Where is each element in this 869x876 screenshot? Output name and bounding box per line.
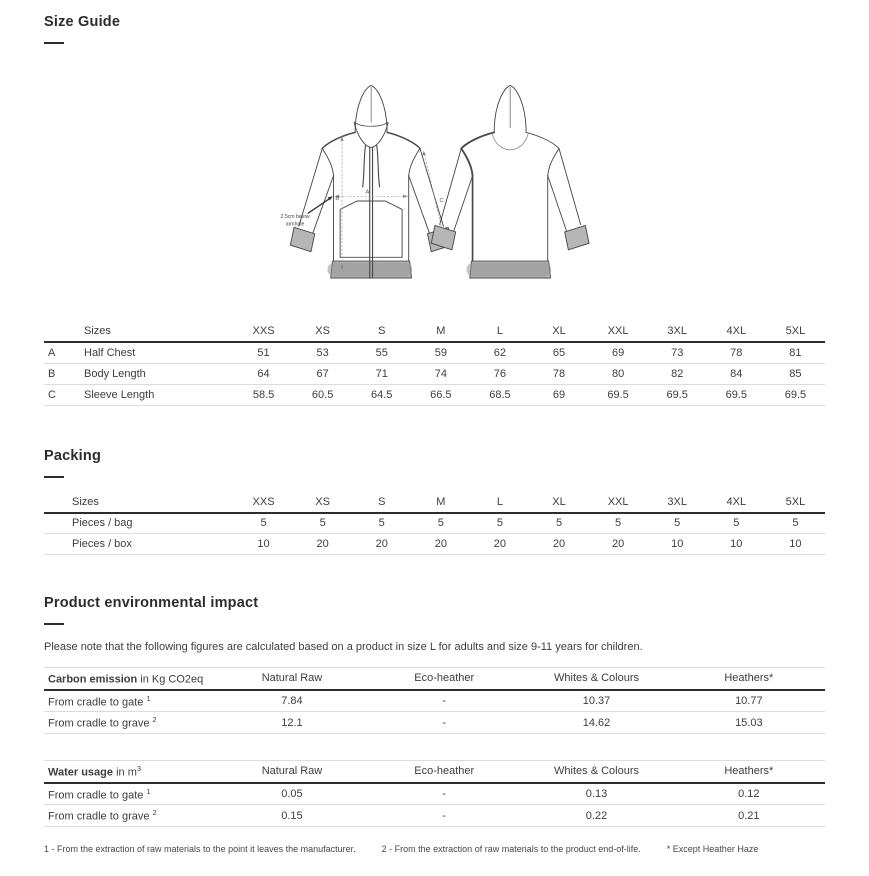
cell: 64.5	[352, 384, 411, 405]
table-row-cradle-grave	[44, 712, 825, 734]
back-neck-curve	[492, 134, 528, 150]
row-label: Half Chest	[80, 342, 234, 363]
row-label-sup: 2	[152, 715, 157, 725]
armhole-annotation-line1: 2.5cm below	[280, 213, 310, 220]
variant-col-header: Heathers*	[673, 668, 825, 690]
size-col-header: XS	[293, 321, 352, 342]
cell: 74	[411, 363, 470, 384]
cell: 5	[766, 513, 825, 534]
back-right-sleeve-outer	[559, 148, 581, 224]
water-header-row	[44, 760, 825, 782]
row-label: Sleeve Length	[80, 384, 234, 405]
footnote-2: 2 - From the extraction of raw materials to the product end-of-life.	[381, 843, 641, 854]
row-label-sup: 2	[152, 808, 157, 818]
row-label-text: From cradle to grave	[48, 717, 153, 730]
cell: 10	[766, 534, 825, 555]
measure-label-a: A	[364, 189, 369, 196]
heading-rule	[44, 623, 64, 625]
back-left-sleeve-outer	[439, 148, 461, 224]
front-drawcord-right	[376, 146, 379, 187]
hoodie-back-view	[431, 85, 589, 278]
annotation-arrow	[308, 196, 332, 213]
back-right-armhole	[547, 148, 558, 175]
cell: 82	[648, 363, 707, 384]
row-label: Pieces / box	[68, 534, 234, 555]
page-title: Size Guide	[44, 14, 121, 30]
impact-heading: Product environmental impact	[44, 595, 259, 611]
packing-sizes-header: Sizes	[68, 492, 234, 513]
cell: 12.1	[216, 712, 368, 734]
row-label-sup: 1	[146, 693, 151, 703]
cell: 68.5	[470, 384, 529, 405]
size-col-header: M	[411, 492, 470, 513]
table-row-pieces-bag	[44, 513, 825, 534]
spacer-cell	[44, 513, 68, 534]
measure-line-a	[334, 195, 407, 198]
packing-table	[44, 492, 825, 556]
size-col-header: XXL	[589, 321, 648, 342]
cell: 78	[529, 363, 588, 384]
front-kangaroo-pocket	[340, 201, 402, 257]
cell: 67	[293, 363, 352, 384]
back-right-shoulder	[526, 132, 559, 148]
measure-label-b: B	[334, 196, 339, 203]
front-right-shoulder	[387, 132, 420, 148]
cell: -	[368, 783, 520, 805]
back-left-armhole	[461, 148, 472, 175]
carbon-title-unit: in Kg CO2eq	[137, 673, 204, 686]
water-title-bold: Water usage	[48, 766, 114, 779]
cell: 0.05	[216, 783, 368, 805]
cell: 59	[411, 342, 470, 363]
size-col-header: XXS	[234, 321, 293, 342]
cell: 71	[352, 363, 411, 384]
cell: 20	[293, 534, 352, 555]
row-letter: B	[44, 363, 80, 384]
packing-heading: Packing	[44, 447, 102, 464]
table-row-half-chest	[44, 342, 825, 363]
size-col-header: S	[352, 492, 411, 513]
size-col-header: 3XL	[648, 321, 707, 342]
cell: 0.13	[520, 783, 672, 805]
cell: 81	[766, 342, 825, 363]
cell: 5	[234, 513, 293, 534]
cell: 55	[352, 342, 411, 363]
impact-note: Please note that the following figures are calculated based on a product in size L for adults and size 9-11 years for children.	[44, 641, 643, 653]
cell: 14.62	[520, 712, 672, 734]
cell: 5	[707, 513, 766, 534]
front-left-sleeve-inner	[312, 176, 333, 233]
cell: 10.77	[673, 690, 825, 712]
size-col-header: 3XL	[648, 492, 707, 513]
row-label	[44, 712, 216, 734]
row-label-text: From cradle to gate	[48, 696, 147, 709]
size-col-header: XL	[529, 321, 588, 342]
front-right-sleeve-outer	[419, 148, 442, 226]
water-usage-table	[44, 760, 825, 827]
size-table-header-row	[44, 321, 825, 342]
cell: 69	[529, 384, 588, 405]
cell: 69.5	[766, 384, 825, 405]
variant-col-header: Whites & Colours	[520, 668, 672, 690]
back-left-shoulder	[461, 132, 494, 148]
size-col-header: XL	[529, 492, 588, 513]
cell: 5	[293, 513, 352, 534]
carbon-title-bold: Carbon emission	[48, 673, 138, 686]
front-right-sleeve-inner	[408, 176, 429, 233]
water-title-unit-sup: 3	[136, 763, 142, 773]
size-col-header: 4XL	[707, 492, 766, 513]
spacer-cell	[44, 534, 68, 555]
cell: -	[368, 690, 520, 712]
size-col-header: 5XL	[766, 492, 825, 513]
cell: 76	[470, 363, 529, 384]
environmental-impact-section	[44, 595, 825, 854]
row-label: Body Length	[80, 363, 234, 384]
variant-col-header: Eco-heather	[368, 668, 520, 690]
back-left-sleeve-inner	[453, 176, 472, 231]
hoodie-size-diagram	[280, 76, 590, 294]
cell: 5	[648, 513, 707, 534]
cell: 62	[470, 342, 529, 363]
cell: 10	[648, 534, 707, 555]
row-label-text: From cradle to gate	[48, 789, 147, 802]
cell: 69.5	[648, 384, 707, 405]
carbon-emission-table	[44, 667, 825, 734]
front-left-cuff	[290, 227, 314, 251]
cell: 66.5	[411, 384, 470, 405]
size-col-header: L	[470, 492, 529, 513]
packing-spacer-header	[44, 492, 68, 513]
front-left-armhole	[322, 148, 333, 175]
row-label-sup: 1	[146, 786, 151, 796]
measure-label-c: C	[439, 197, 444, 204]
cell: 53	[293, 342, 352, 363]
table-row-cradle-gate	[44, 783, 825, 805]
hoodie-front-view	[280, 85, 451, 278]
cell: 5	[352, 513, 411, 534]
footnotes	[44, 844, 825, 854]
size-col-header: M	[411, 321, 470, 342]
footnote-asterisk: * Except Heather Haze	[666, 843, 759, 854]
table-row-pieces-box	[44, 534, 825, 555]
cell: -	[368, 805, 520, 827]
armhole-annotation-line2: armhole	[285, 221, 304, 228]
cell: 15.03	[673, 712, 825, 734]
cell: 7.84	[216, 690, 368, 712]
cell: 20	[470, 534, 529, 555]
back-right-sleeve-inner	[547, 176, 566, 231]
water-title-unit: in m	[113, 766, 137, 779]
water-title	[44, 760, 216, 782]
cell: 10	[707, 534, 766, 555]
size-table-letter-header	[44, 321, 80, 342]
footnote-1: 1 - From the extraction of raw materials to the point it leaves the manufacturer.	[44, 843, 356, 854]
cell: 0.12	[673, 783, 825, 805]
size-table-sizes-header: Sizes	[80, 321, 234, 342]
size-col-header: 4XL	[707, 321, 766, 342]
size-table	[44, 321, 825, 406]
cell: 20	[411, 534, 470, 555]
front-right-armhole	[408, 148, 419, 175]
size-col-header: XS	[293, 492, 352, 513]
row-label-text: From cradle to grave	[48, 810, 153, 823]
cell: 65	[529, 342, 588, 363]
heading-rule	[44, 42, 64, 44]
variant-col-header: Whites & Colours	[520, 760, 672, 782]
size-col-header: XXS	[234, 492, 293, 513]
row-label	[44, 783, 216, 805]
row-letter: A	[44, 342, 80, 363]
cell: 78	[707, 342, 766, 363]
front-drawcord-left	[362, 146, 365, 187]
cell: 0.22	[520, 805, 672, 827]
variant-col-header: Natural Raw	[216, 668, 368, 690]
cell: 5	[411, 513, 470, 534]
size-col-header: 5XL	[766, 321, 825, 342]
cell: 58.5	[234, 384, 293, 405]
packing-header-row	[44, 492, 825, 513]
table-row-cradle-gate	[44, 690, 825, 712]
heading-rule	[44, 476, 64, 478]
cell: 10	[234, 534, 293, 555]
cell: 69	[589, 342, 648, 363]
cell: 20	[529, 534, 588, 555]
cell: 80	[589, 363, 648, 384]
cell: 51	[234, 342, 293, 363]
cell: 85	[766, 363, 825, 384]
row-label	[44, 805, 216, 827]
table-row-body-length	[44, 363, 825, 384]
row-letter: C	[44, 384, 80, 405]
packing-section	[44, 448, 825, 556]
cell: 0.15	[216, 805, 368, 827]
measure-line-b	[340, 136, 343, 270]
front-left-shoulder	[322, 132, 355, 148]
variant-col-header: Eco-heather	[368, 760, 520, 782]
cell: 10.37	[520, 690, 672, 712]
variant-col-header: Heathers*	[673, 760, 825, 782]
size-col-header: L	[470, 321, 529, 342]
back-right-cuff	[564, 225, 588, 249]
cell: 5	[529, 513, 588, 534]
size-col-header: S	[352, 321, 411, 342]
carbon-header-row	[44, 668, 825, 690]
cell: 60.5	[293, 384, 352, 405]
variant-col-header: Natural Raw	[216, 760, 368, 782]
row-label	[44, 690, 216, 712]
cell: -	[368, 712, 520, 734]
cell: 64	[234, 363, 293, 384]
cell: 69.5	[707, 384, 766, 405]
cell: 69.5	[589, 384, 648, 405]
table-row-cradle-grave	[44, 805, 825, 827]
cell: 20	[352, 534, 411, 555]
table-row-sleeve-length	[44, 384, 825, 405]
cell: 20	[589, 534, 648, 555]
cell: 73	[648, 342, 707, 363]
hoodie-diagram-wrap	[44, 76, 825, 299]
carbon-title	[44, 668, 216, 690]
row-label: Pieces / bag	[68, 513, 234, 534]
size-col-header: XXL	[589, 492, 648, 513]
cell: 5	[589, 513, 648, 534]
cell: 5	[470, 513, 529, 534]
cell: 0.21	[673, 805, 825, 827]
cell: 84	[707, 363, 766, 384]
